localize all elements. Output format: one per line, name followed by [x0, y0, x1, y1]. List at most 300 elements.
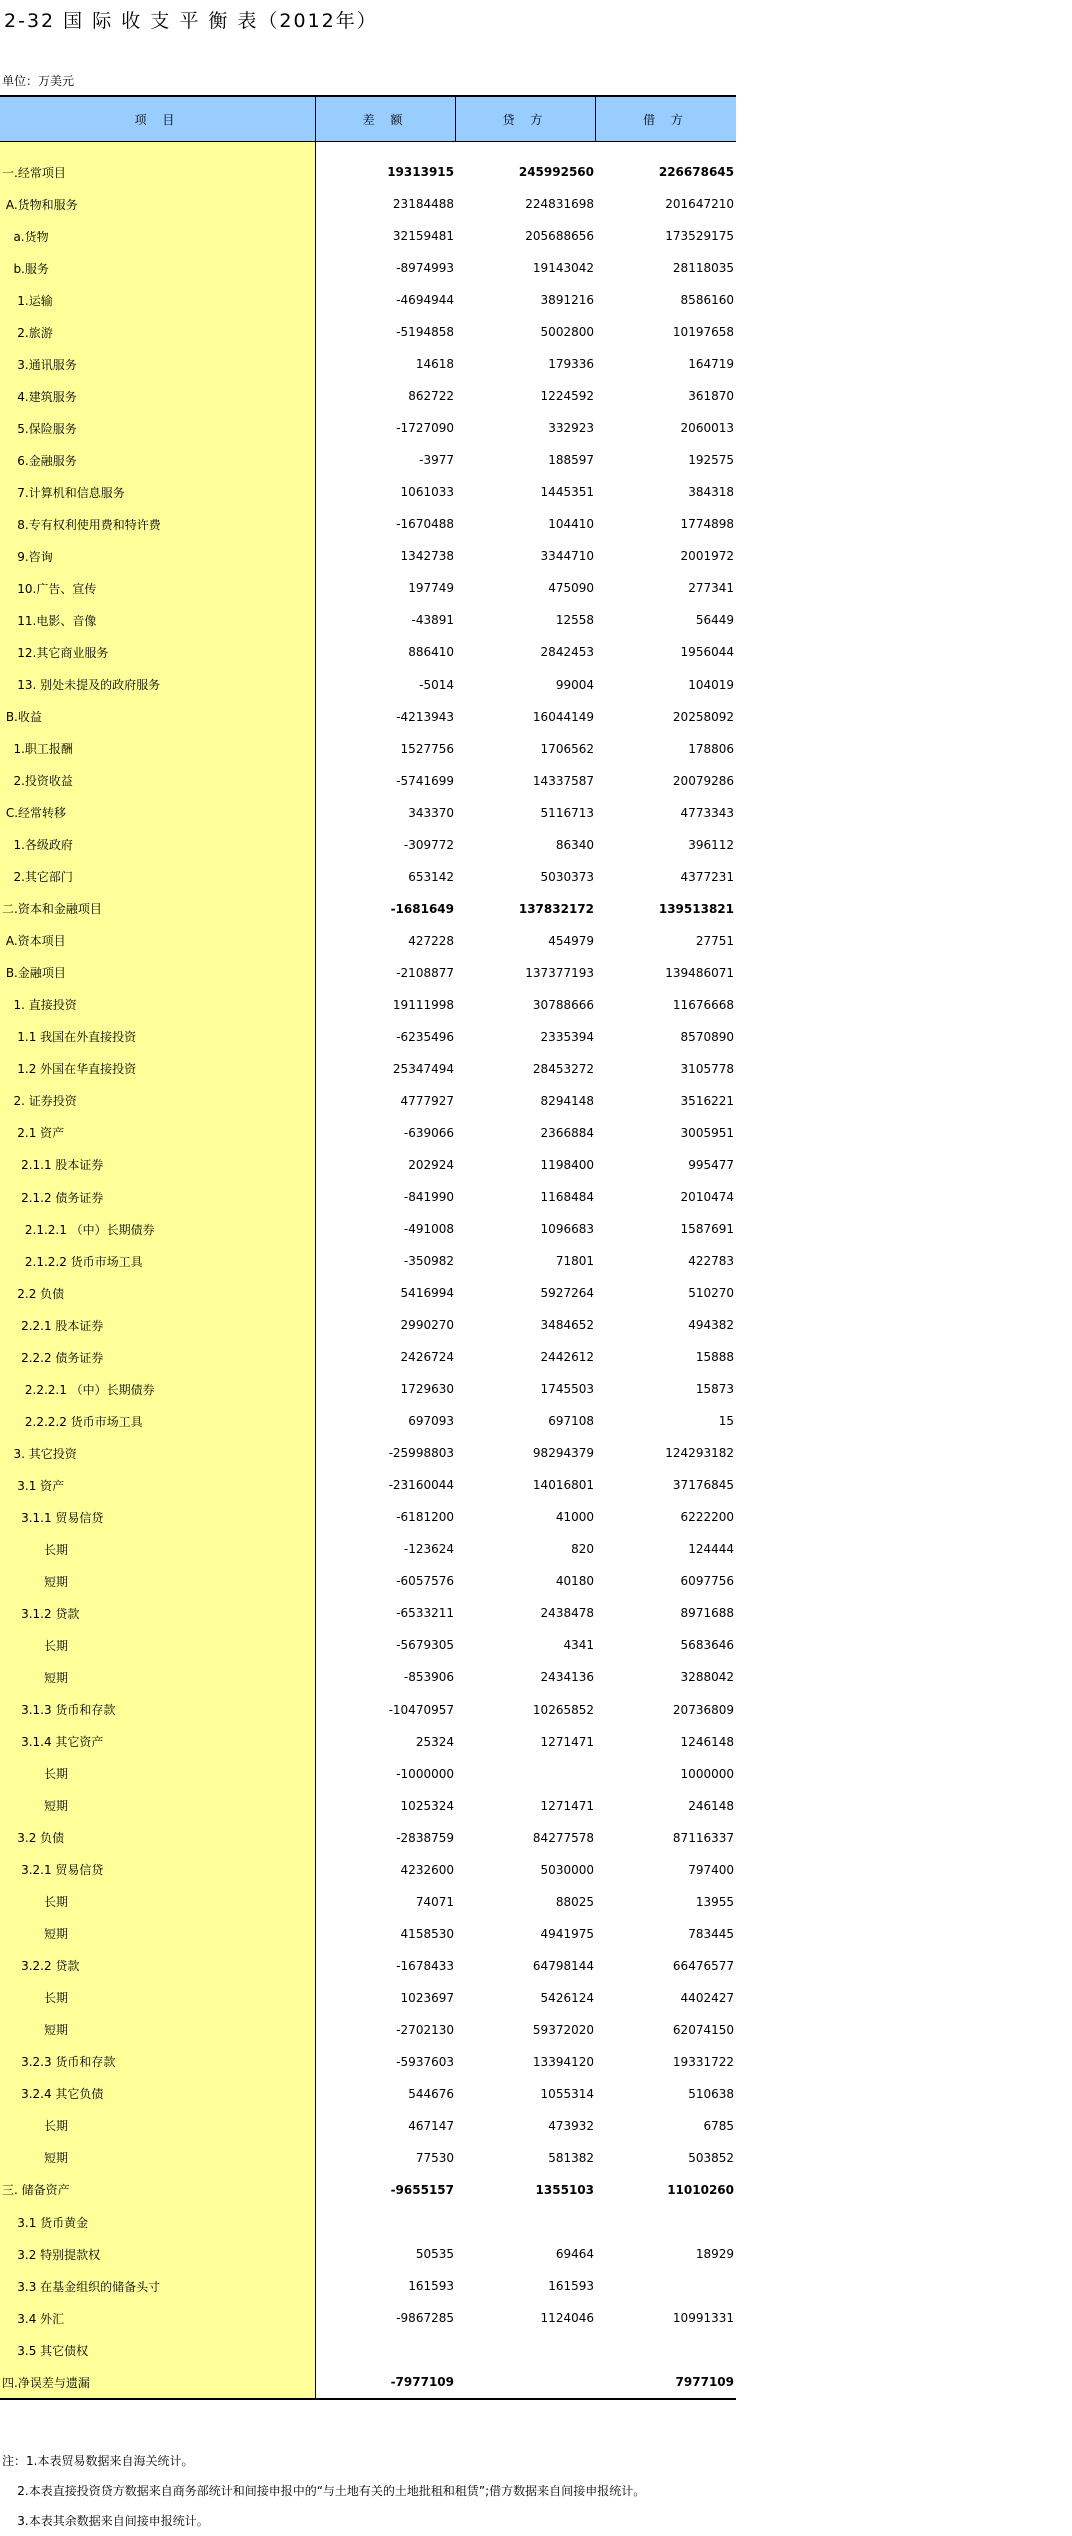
row-balance: -4694944	[396, 293, 454, 308]
row-debit: 3516221	[680, 1093, 734, 1108]
row-balance: -309772	[403, 837, 454, 852]
table-header	[0, 95, 736, 142]
row-debit: 192575	[688, 453, 734, 468]
table-row	[0, 1341, 736, 1373]
row-debit: 6097756	[680, 1574, 734, 1589]
row-debit: 1956044	[680, 645, 734, 660]
row-label: 3.2.1 贸易信贷	[2, 1863, 104, 1878]
row-balance: 697093	[408, 1414, 454, 1429]
row-balance: 4232600	[400, 1862, 454, 1877]
row-label: 一.经常项目	[2, 165, 66, 180]
row-label: 3.通讯服务	[2, 357, 77, 372]
row-debit: 11010260	[667, 2182, 734, 2197]
row-debit: 1246148	[680, 1734, 734, 1749]
row-debit: 139513821	[658, 901, 734, 916]
row-balance: 1061033	[400, 485, 454, 500]
row-debit: 56449	[695, 613, 734, 628]
table-row	[0, 989, 736, 1021]
table-row	[0, 1533, 736, 1565]
row-credit: 473932	[548, 2118, 594, 2133]
table-row	[0, 1405, 736, 1437]
row-balance: -123624	[403, 1542, 454, 1557]
row-label: 2.1.2 债务证券	[2, 1190, 104, 1205]
row-label: B.收益	[2, 710, 42, 725]
row-label: 四.净误差与遗漏	[2, 2375, 90, 2390]
row-label: 3.1.4 其它资产	[2, 1735, 104, 1750]
row-balance: 1729630	[400, 1382, 454, 1397]
row-credit: 3344710	[540, 549, 594, 564]
row-balance: 653142	[408, 869, 454, 884]
row-label: C.经常转移	[2, 806, 67, 821]
row-balance: 2990270	[400, 1318, 454, 1333]
row-credit: 1055314	[540, 2086, 594, 2101]
row-credit: 64798144	[532, 1958, 594, 1973]
row-label: A.货物和服务	[2, 197, 78, 212]
row-balance: -9867285	[396, 2311, 454, 2326]
row-balance: 1342738	[400, 549, 454, 564]
row-debit: 20258092	[672, 709, 734, 724]
row-credit: 5002800	[540, 325, 594, 340]
row-balance: -1670488	[396, 517, 454, 532]
table-row	[0, 1181, 736, 1213]
row-balance: 19111998	[392, 997, 454, 1012]
table-row	[0, 1309, 736, 1341]
table-row	[0, 1629, 736, 1661]
row-balance: -350982	[403, 1254, 454, 1269]
row-debit: 797400	[688, 1862, 734, 1877]
row-debit: 11676668	[672, 997, 734, 1012]
row-balance: 862722	[408, 389, 454, 404]
row-debit: 5683646	[680, 1638, 734, 1653]
row-debit: 124293182	[665, 1446, 734, 1461]
row-credit: 13394120	[532, 2054, 594, 2069]
row-credit: 5030000	[540, 1862, 594, 1877]
table-row	[0, 252, 736, 284]
table-row	[0, 1117, 736, 1149]
row-debit: 2060013	[680, 421, 734, 436]
table-row	[0, 572, 736, 604]
row-debit: 8570890	[680, 1029, 734, 1044]
row-balance: 74071	[415, 1894, 454, 1909]
table-row	[0, 2302, 736, 2334]
row-balance: -5937603	[396, 2054, 454, 2069]
row-label: 3.1 资产	[2, 1478, 65, 1493]
row-debit: 201647210	[665, 197, 734, 212]
row-debit: 10991331	[672, 2311, 734, 2326]
table-row	[0, 669, 736, 701]
row-credit: 205688656	[525, 229, 594, 244]
row-label: 11.电影、音像	[2, 613, 97, 628]
row-credit: 88025	[555, 1894, 594, 1909]
row-label: 长期	[2, 1638, 68, 1653]
row-debit: 28118035	[672, 261, 734, 276]
row-credit: 5116713	[540, 805, 594, 820]
row-credit: 2434136	[540, 1670, 594, 1685]
row-credit: 104410	[548, 517, 594, 532]
table-row	[0, 1565, 736, 1597]
table-row	[0, 1149, 736, 1181]
row-label: 三. 储备资产	[2, 2183, 70, 2198]
row-label: 二.资本和金融项目	[2, 902, 102, 917]
row-balance: 23184488	[392, 197, 454, 212]
row-credit: 4341	[563, 1638, 594, 1653]
table-row	[0, 2078, 736, 2110]
table-row	[0, 893, 736, 925]
row-credit: 12558	[555, 613, 594, 628]
row-balance: 25324	[415, 1734, 454, 1749]
row-label: 1.各级政府	[2, 838, 73, 853]
row-debit: 2010474	[680, 1190, 734, 1205]
row-label: b.服务	[2, 261, 49, 276]
table-bottom-rule	[0, 2398, 736, 2414]
table-row	[0, 2174, 736, 2206]
row-label: 3.1.1 贸易信贷	[2, 1510, 104, 1525]
table-row	[0, 188, 736, 220]
table-row	[0, 1373, 736, 1405]
row-balance: -1678433	[396, 1958, 454, 1973]
row-credit: 99004	[555, 677, 594, 692]
table-row	[0, 1437, 736, 1469]
table-row	[0, 797, 736, 829]
row-balance: 14618	[415, 357, 454, 372]
row-credit: 69464	[555, 2247, 594, 2262]
table-row	[0, 636, 736, 668]
row-credit: 1445351	[540, 485, 594, 500]
row-balance: 1527756	[400, 741, 454, 756]
table-row	[0, 861, 736, 893]
table-row	[0, 1597, 736, 1629]
table-body	[0, 142, 736, 2398]
row-balance: 4158530	[400, 1926, 454, 1941]
row-debit: 139486071	[665, 965, 734, 980]
row-label: 3.2.2 贷款	[2, 1959, 80, 1974]
table-row	[0, 1053, 736, 1085]
row-debit: 20079286	[672, 773, 734, 788]
row-balance: -2108877	[396, 965, 454, 980]
table-row	[0, 2206, 736, 2238]
row-label: 1.职工报酬	[2, 742, 73, 757]
row-credit: 14016801	[532, 1478, 594, 1493]
row-debit: 8586160	[680, 293, 734, 308]
row-credit: 1224592	[540, 389, 594, 404]
table-row	[0, 316, 736, 348]
table-row	[0, 1085, 736, 1117]
page-title: 2-32 国 际 收 支 平 衡 表（2012年）	[4, 10, 378, 32]
table-row	[0, 2366, 736, 2398]
row-balance: 202924	[408, 1157, 454, 1172]
row-label: 7.计算机和信息服务	[2, 485, 125, 500]
row-label: 3.2.3 货币和存款	[2, 2055, 116, 2070]
row-balance: -6181200	[396, 1510, 454, 1525]
row-credit: 1168484	[540, 1190, 594, 1205]
row-credit: 161593	[548, 2279, 594, 2294]
row-balance: -1681649	[390, 901, 454, 916]
table-row	[0, 2238, 736, 2270]
row-debit: 510638	[688, 2086, 734, 2101]
row-credit: 224831698	[525, 197, 594, 212]
row-credit: 3891216	[540, 293, 594, 308]
row-label: 1.运输	[2, 293, 53, 308]
table-row	[0, 925, 736, 957]
row-credit: 2366884	[540, 1125, 594, 1140]
row-label: 短期	[2, 1574, 68, 1589]
row-label: 短期	[2, 2151, 68, 2166]
row-credit: 14337587	[532, 773, 594, 788]
row-credit: 5927264	[540, 1286, 594, 1301]
row-label: 2.2.2.1 （中）长期债券	[2, 1382, 155, 1397]
row-balance: 25347494	[392, 1061, 454, 1076]
row-credit: 4941975	[540, 1926, 594, 1941]
table-row	[0, 1982, 736, 2014]
row-balance: -43891	[411, 613, 454, 628]
row-balance: -1000000	[396, 1766, 454, 1781]
row-debit: 783445	[688, 1926, 734, 1941]
row-debit: 6222200	[680, 1510, 734, 1525]
row-debit: 15888	[695, 1350, 734, 1365]
row-debit: 20736809	[672, 1702, 734, 1717]
table-row	[0, 476, 736, 508]
row-debit: 4402427	[680, 1990, 734, 2005]
row-label: 8.专有权利使用费和特许费	[2, 517, 161, 532]
balance-of-payments-table	[0, 95, 736, 2414]
row-balance: -5194858	[396, 325, 454, 340]
table-row	[0, 412, 736, 444]
row-balance: 2426724	[400, 1350, 454, 1365]
row-balance: -6235496	[396, 1029, 454, 1044]
table-row	[0, 1886, 736, 1918]
row-debit: 3005951	[680, 1125, 734, 1140]
row-credit: 332923	[548, 421, 594, 436]
row-label: 短期	[2, 1799, 68, 1814]
row-credit: 84277578	[532, 1830, 594, 1845]
row-label: 10.广告、宣传	[2, 581, 97, 596]
header-item: 项 目	[0, 97, 316, 141]
row-balance: 50535	[415, 2247, 454, 2262]
row-credit: 59372020	[532, 2022, 594, 2037]
row-balance: 467147	[408, 2118, 454, 2133]
table-row	[0, 1694, 736, 1726]
row-credit: 19143042	[532, 261, 594, 276]
row-balance: -23160044	[388, 1478, 454, 1493]
row-label: 3. 其它投资	[2, 1446, 77, 1461]
row-debit: 8971688	[680, 1606, 734, 1621]
row-debit: 3105778	[680, 1061, 734, 1076]
row-debit: 87116337	[672, 1830, 734, 1845]
row-credit: 820	[571, 1542, 594, 1557]
row-label: 短期	[2, 1927, 68, 1942]
row-balance: -5679305	[396, 1638, 454, 1653]
row-balance: -841990	[403, 1190, 454, 1205]
row-debit: 396112	[688, 837, 734, 852]
row-debit: 246148	[688, 1798, 734, 1813]
header-debit: 借 方	[643, 112, 689, 127]
table-row	[0, 540, 736, 572]
row-balance: 1025324	[400, 1798, 454, 1813]
row-label: 6.金融服务	[2, 453, 77, 468]
row-label: 2.2.1 股本证券	[2, 1318, 104, 1333]
row-credit: 98294379	[532, 1446, 594, 1461]
row-credit: 2842453	[540, 645, 594, 660]
row-label: 2.1.1 股本证券	[2, 1158, 104, 1173]
row-debit: 37176845	[672, 1478, 734, 1493]
row-debit: 4377231	[680, 869, 734, 884]
table-row	[0, 2110, 736, 2142]
row-credit: 697108	[548, 1414, 594, 1429]
row-label: 2.其它部门	[2, 870, 73, 885]
row-label: 2.2 负债	[2, 1286, 65, 1301]
row-balance: -639066	[403, 1125, 454, 1140]
row-credit: 179336	[548, 357, 594, 372]
row-label: 2.1 资产	[2, 1126, 65, 1141]
row-label: 13. 别处未提及的政府服务	[2, 678, 161, 693]
table-row	[0, 1758, 736, 1790]
note-line: 注：1.本表贸易数据来自海关统计。	[2, 2454, 194, 2468]
row-credit: 1198400	[540, 1157, 594, 1172]
row-balance: 343370	[408, 805, 454, 820]
row-balance: -7977109	[390, 2375, 454, 2390]
row-label: A.资本项目	[2, 934, 66, 949]
row-label: 长期	[2, 2119, 68, 2134]
row-label: 短期	[2, 1670, 68, 1685]
row-debit: 1774898	[680, 517, 734, 532]
row-label: 3.1.3 货币和存款	[2, 1703, 116, 1718]
row-debit: 173529175	[665, 229, 734, 244]
row-label: 短期	[2, 2023, 68, 2038]
table-row	[0, 1245, 736, 1277]
row-balance: -6533211	[396, 1606, 454, 1621]
row-label: 3.1 货币黄金	[2, 2215, 89, 2230]
row-debit: 13955	[695, 1894, 734, 1909]
row-label: 4.建筑服务	[2, 389, 77, 404]
row-label: 2.2.2.2 货币市场工具	[2, 1414, 143, 1429]
table-row	[0, 348, 736, 380]
row-credit: 2438478	[540, 1606, 594, 1621]
row-debit: 277341	[688, 581, 734, 596]
row-label: 长期	[2, 1767, 68, 1782]
row-balance: -491008	[403, 1222, 454, 1237]
table-row	[0, 1790, 736, 1822]
row-label: 1.1 我国在外直接投资	[2, 1030, 137, 1045]
row-label: 2.1.2.2 货币市场工具	[2, 1254, 143, 1269]
row-balance: 4777927	[400, 1093, 454, 1108]
row-credit: 137832172	[518, 901, 594, 916]
row-label: 2.旅游	[2, 325, 53, 340]
row-debit: 124444	[688, 1542, 734, 1557]
row-credit: 1096683	[540, 1222, 594, 1237]
table-row	[0, 284, 736, 316]
row-label: a.货物	[2, 229, 49, 244]
table-row	[0, 1469, 736, 1501]
row-label: 1. 直接投资	[2, 998, 77, 1013]
row-balance: -9655157	[390, 2182, 454, 2197]
row-credit: 2442612	[540, 1350, 594, 1365]
row-balance: -5741699	[396, 773, 454, 788]
row-credit: 41000	[555, 1510, 594, 1525]
row-balance: 161593	[408, 2279, 454, 2294]
table-row	[0, 2046, 736, 2078]
row-debit: 66476577	[672, 1958, 734, 1973]
row-credit: 1706562	[540, 741, 594, 756]
row-debit: 422783	[688, 1254, 734, 1269]
row-debit: 494382	[688, 1318, 734, 1333]
table-row	[0, 2270, 736, 2302]
row-debit: 226678645	[658, 165, 734, 180]
table-row	[0, 380, 736, 412]
row-credit: 28453272	[532, 1061, 594, 1076]
row-balance: 5416994	[400, 1286, 454, 1301]
row-balance: -10470957	[388, 1702, 454, 1717]
row-label: 12.其它商业服务	[2, 645, 109, 660]
row-balance: -853906	[403, 1670, 454, 1685]
row-debit: 4773343	[680, 805, 734, 820]
row-label: 长期	[2, 1991, 68, 2006]
row-label: 3.2.4 其它负债	[2, 2087, 104, 2102]
row-debit: 15	[718, 1414, 734, 1429]
table-row	[0, 701, 736, 733]
row-balance: -2838759	[396, 1830, 454, 1845]
row-debit: 384318	[688, 485, 734, 500]
row-debit: 361870	[688, 389, 734, 404]
row-label: B.金融项目	[2, 966, 66, 981]
row-balance: -4213943	[396, 709, 454, 724]
row-label: 5.保险服务	[2, 421, 77, 436]
note-line: 3.本表其余数据来自间接申报统计。	[2, 2514, 209, 2528]
row-credit: 188597	[548, 453, 594, 468]
row-balance: 886410	[408, 645, 454, 660]
table-row	[0, 765, 736, 797]
row-balance: -2702130	[396, 2022, 454, 2037]
row-debit: 503852	[688, 2150, 734, 2165]
row-debit: 7977109	[675, 2375, 734, 2390]
row-debit: 62074150	[672, 2022, 734, 2037]
row-label: 长期	[2, 1895, 68, 1910]
row-balance: -8974993	[396, 261, 454, 276]
row-label: 3.1.2 贷款	[2, 1606, 80, 1621]
row-balance: 197749	[408, 581, 454, 596]
row-credit: 8294148	[540, 1093, 594, 1108]
row-debit: 3288042	[680, 1670, 734, 1685]
table-row	[0, 508, 736, 540]
row-balance: -5014	[419, 677, 454, 692]
row-credit: 71801	[555, 1254, 594, 1269]
table-row	[0, 1021, 736, 1053]
row-balance: 19313915	[387, 165, 454, 180]
row-label: 2.1.2.1 （中）长期债券	[2, 1222, 155, 1237]
row-credit: 454979	[548, 933, 594, 948]
table-row	[0, 733, 736, 765]
row-label: 3.5 其它债权	[2, 2343, 89, 2358]
row-label: 2.2.2 债务证券	[2, 1350, 104, 1365]
row-label: 长期	[2, 1542, 68, 1557]
row-balance: -25998803	[388, 1446, 454, 1461]
row-credit: 1271471	[540, 1734, 594, 1749]
row-debit: 10197658	[672, 325, 734, 340]
row-debit: 27751	[695, 933, 734, 948]
row-credit: 3484652	[540, 1318, 594, 1333]
row-debit: 19331722	[672, 2054, 734, 2069]
row-credit: 1124046	[540, 2311, 594, 2326]
table-notes	[2, 2446, 645, 2536]
row-debit: 15873	[695, 1382, 734, 1397]
row-credit: 16044149	[532, 709, 594, 724]
row-label: 3.2 特别提款权	[2, 2247, 101, 2262]
row-label: 9.咨询	[2, 549, 53, 564]
row-balance: 427228	[408, 933, 454, 948]
row-credit: 86340	[555, 837, 594, 852]
row-debit: 164719	[688, 357, 734, 372]
row-label: 2. 证券投资	[2, 1094, 77, 1109]
row-debit: 18929	[695, 2247, 734, 2262]
